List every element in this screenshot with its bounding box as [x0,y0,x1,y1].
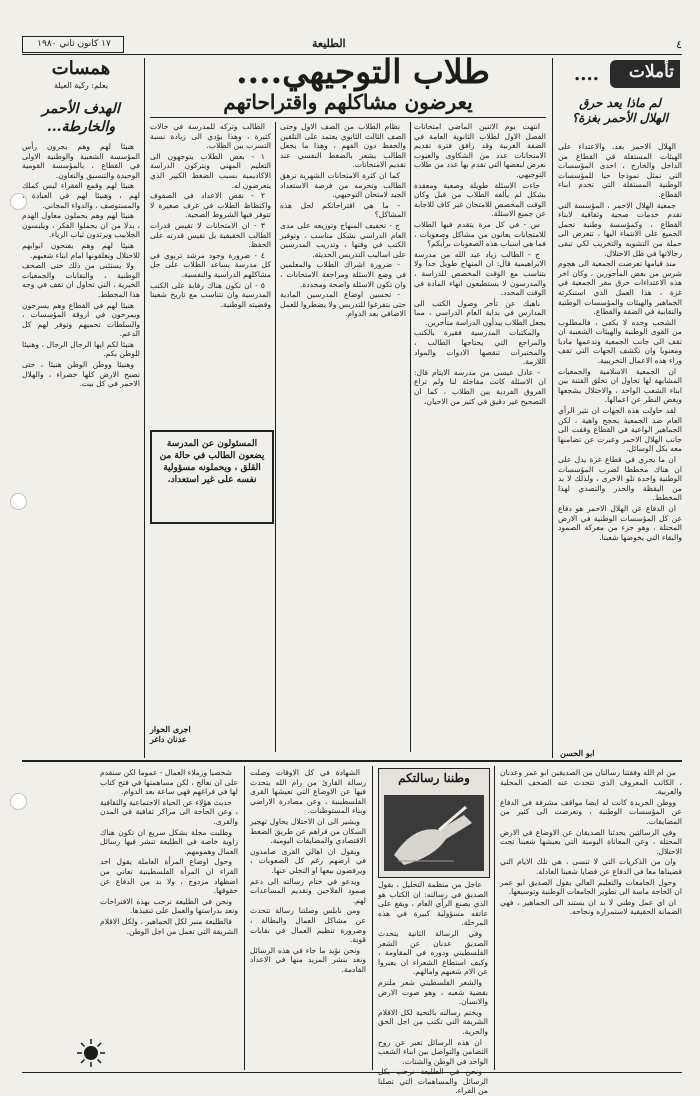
left-column-subtitle: الهدف الأحمر والخارطة... [42,101,120,135]
issue-date: ١٧ كانون ثاني ١٩٨٠ [22,36,124,53]
binding-hole [10,793,27,810]
page-bottom-rule [22,1072,682,1073]
hand-writing-illustration [384,795,484,871]
letters-image-caption: وطننا رسالتكم [398,771,470,785]
right-signature: ابو الحسن [560,748,595,758]
left-column-title: همسات بعلم: ركية العيلة [51,58,111,90]
column-rule [244,766,245,1070]
section-name: الطليعة [312,37,346,50]
column-rule [410,122,411,752]
bottom-column-2: عاجل من منظمة التحليل ، يقول الصديق في رسالته: ان الكتاب هو الذي يصنع الرأي العام ، ويقع على عاتقه مسؤولية كبيرة في هذه المرحلة. وفي الرسالة الثانية يتحدث الصديق عدنان عن الشعر الفلسطيني ودوره في المقاومة ، وكيف استطاع الشعراء ان يعبروا عن الام شعبهم وامالهم. والشعر الفلسطيني شعر ملتزم بقضية شعبه ، وهو صوت الارض والانسان. ويختم رسالته بالتحية لكل الاقلام الشريفة التي تكتب من اجل الحق والحرية. ان هذه الرسائل تعبر عن روح التضامن والتواصل بين ابناء الشعب الواحد في الوطن والشتات. الرسائل والمساهمات التي تصلنا من القراء. [378,880,488,1096]
bottom-column-1: من ام الله وفقتنا رسالتان من الصديقين ابو عمر وعدنان ، الكاتب المعروف الذي تتحدث عنه الصحف المحلية والعربية. ووطن الجريدة كانت له ايضا مواقف مشرفة في الدفاع عن المؤسسات الوطنية ، وتعرضت الى كثير من المضايقات. وفي الرسالتين يحدثنا الصديقان عن الاوضاع في الارض المحتلة ، وعن المعاناة اليومية التي يعيشها شعبنا تحت الاحتلال. وان من الذكريات التي لا تنسى ، هي تلك الايام التي قضيناها معا في الدفاع عن قضايا شعبنا العادلة. وحول الجامعات والتعليم العالي يقول الصديق ابو عمر ان الحاجة ماسة الى تطوير الجامعات الوطنية وتوسيعها. ان اي عمل وطني لا بد ان يستند الى الجماهير ، فهي الضمانة الحقيقية لاستمراره ونجاحه. [500,768,682,917]
article-subtitle: يعرضون مشاكلهم واقتراحاتهم [223,90,473,114]
byline: اجرى الحوار عدنان داغر [150,724,191,744]
page-number: ٤ [676,38,682,51]
left-column-body: هنيئا لهم وهم يجرون رأس المؤسسة الشعبية والوطنية الاولى في القطاع ، بالمؤسسة القومية الوحيدة والتنسيق والتعاون. هنيئا لهم وقمع الفقراء ليس كملك لهم ، وهنيئا لهم في العيادة ، والمستوصف ، والدواء المجاني. هنيئا لهم وهم يحملون معاول الهدم ، بدلا من ان يحملوا الفكر ، ويلبسون الجلابيب ويرتدون ثياب الرياء. هنيئا لهم وهم يفتحون ابوابهم للاحتلال ويغلقونها امام ابناء شعبهم. ولا يستثنى من ذلك حتى الصحف الوطنية ، والنقابات والجمعيات الخيرية ، التي تحاول ان تقف في وجه هذا المخطط. هنيئا لهم في القطاع وهم يسرحون ويمرحون في اروقة المؤسسات ، والسلطات تحميهم وتوفر لهم كل الدعم. هنيئا لكم ايها الرجال الرجال ، وهنيئا للوطن بكم. وهنيئا ووطن الوطن هنيئا ، حتى تصبح الارض كلها خضراء ، والهلال الاحمر في كل بيت. [22,142,140,389]
title-underline [150,117,546,118]
inset-quote: المسئولون عن المدرسة يضعون الطالب في حالة من القلق ، ويحملونه مسؤولية نفسه على غير استعداد. [159,439,265,485]
article-column-2: نظام الطلاب من الصف الاول وحتى الصف الثالث الثانوي يعتمد على التلقين والحفظ دون الفهم ، وهذا ما يجعل الطالب يشعر بالضغط النفسي عند تقديم الامتحانات. كما ان كثرة الامتحانات الشهرية ترهق الطالب وتحرمه من فرصة الاستعداد الجيد لامتحان التوجيهي. - ما هي اقتراحاتكم لحل هذه المشاكل؟ ج - تخفيف المنهاج وتوزيعه على مدى العام الدراسي بشكل مناسب ، وتوفير الكتب في وقتها ، وتدريب المدرسين على اساليب التدريس الحديثة. - ضرورة اشراك الطلاب والمعلمين في وضع الاسئلة ومراجعة الامتحانات ، وان تكون الاسئلة واضحة ومحددة. - تحسين اوضاع المدرسين المادية حتى يتفرغوا للتدريس ولا يضطروا للعمل الاضافي بعد الدوام. [280,122,406,319]
column-rule [144,58,145,758]
article-column-3: الطالب وتركه للمدرسة في حالات كثيرة ، وهذا يؤدي الى زيادة نسبة التسرب بين الطلاب. ١ - بعض الطلاب يتوجهون الى التعليم المهني ويتركون الدراسة الاكاديمية بسبب الضغط الكبير الذي يتعرضون له. ٢ - نقص الاعداد في الصفوف واكتظاظ الطلاب في غرف صغيرة لا تتوفر فيها الشروط الصحية. ٣ - ان الامتحانات لا تقيس قدرات الطالب الحقيقية بل تقيس قدرته على الحفظ. ٤ - ضرورة وجود مرشد تربوي في كل مدرسة يساعد الطلاب على حل مشاكلهم الدراسية والنفسية. ٥ - ان تكون هناك رقابة على الكتب المدرسية وان تتناسب مع تاريخ شعبنا وقضيته الوطنية. [150,122,271,309]
right-title: لم ماذا يعد حرق الهلال الأحمر بغزة؟ [571,96,669,125]
column-rule [494,766,495,1070]
letters-image [378,768,490,878]
bottom-column-4: شخصيا وزملاء العمال - عموما لكن سنقدم على ان نعالج ، لكن مساهمتها في فتح كتاب لها في فراغهم فهي ساعة بعد الدوام. حديث هؤلاء عن الحياة الاجتماعية والثقافية ، وعن الحاجة الى مراكز ثقافية في المدن والقرى. وطلبت مجلة بشكل سريع ان تكون هناك زاوية خاصة في الطليعة تنشر فيها رسائل العمال وهمومهم. وحول اوضاع المرأة العاملة يقول احد القراء ان المرأة الفلسطينية تعاني من اضطهاد مزدوج ، ولا بد من الدفاع عن حقوقها. ونحن في الطليعة نرحب بهذه الاقتراحات ونعد بدراستها والعمل على تنفيذها. فالطليعة منبر لكل الجماهير ، ولكل الاقلام الشريفة التي تعمل من اجل الوطن. [99,768,238,936]
column-logo: تأملات [610,60,680,88]
article-title: طلاب التوجيهي.... [236,52,490,91]
right-column-body: الهلال الاحمر بعد. والاعتداء على الهيئات المستقلة في القطاع من الداخل والخارج ، احدى المؤسسات التي تمثل نموذجا حيا للمؤسسات الوطنية المستقلة التي تخدم ابناء القطاع. جمعية الهلال الاحمر ، المؤسسة التي تقدم خدمات صحية وثقافية لابناء القطاع ، وكمؤسسة وطنية تحمل الجميع على الانتماء اليها ، تتعرض الى حملة من التشويه والتخريب لكي تبقى رجالاتها في ظل الاحتلال. منذ قيامها تعرضت الجمعية الى هجوم شرس من بعض المأجورين ، وكان اخر هذه الاعتداءات حرق مقر الجمعية في غزة ، هذا العمل الذي استنكرته الجماهير والهيئات والمؤسسات الوطنية والنقابية في الضفة والقطاع. الشجب وحده لا يكفي ، فالمطلوب من القوى الوطنية والهيئات الشعبية ان تقف الى جانب الجمعية وتدعمها ماديا ومعنويا وان تكشف الجهات التي تقف وراء هذه الاعمال التخريبية. ان الجمعية الاسلامية والجمعيات المشابهة لها تحاول ان تخلق الفتنة بين ابناء الشعب الواحد ، والاحتلال يشجعها ويغض النظر عن اعمالها. لقد حاولت هذه الجهات ان تثير الرأي العام ضد الجمعية بحجج واهية ، لكن الجماهير الواعية في القطاع وقفت الى جانب الهلال الاحمر وعبرت عن تضامنها معه بكل الوسائل. ان ما يجري في قطاع غزة يدل على ان هناك مخططا لضرب المؤسسات الوطنية واحدة تلو الاخرى ، ولذلك لا بد من اليقظة والحذر والتصدي لهذا المخطط. ان الدفاع عن الهلال الاحمر هو دفاع عن كل المؤسسات الوطنية في الارض المحتلة ، وهو جزء من معركة الصمود والبقاء التي يخوضها شعبنا. [558,142,682,542]
bottom-column-3: الشهادة في كل الاوقات وصلت رسالة القارئ من رام الله يتحدث فيها عن الاوضاع التي تعيشها القرى الفلسطينية ، وعن مصادرة الاراضي وبناء المستوطنات. ويشير الى ان الاحتلال يحاول تهجير السكان من قراهم عن طريق الضغط الاقتصادي والمضايقات اليومية. ويقول ان اهالي القرى صامدون في ارضهم رغم كل الصعوبات ، ويرفضون بيعها او التخلي عنها. ويدعو في ختام رسالته الى دعم صمود الفلاحين وتقديم المساعدات لهم. ومن نابلس وصلتنا رسالة تتحدث عن مشاكل العمال والبطالة ، وضرورة تنظيم العمال في نقابات قوية. ونحن نؤيد ما جاء في هذه الرسائل ونعد بنشر المزيد منها في الاعداد القادمة. [250,768,366,974]
column-rule [275,122,276,752]
column-rule [552,58,553,758]
sun-ornament-icon [76,1038,106,1068]
inset-quote-box [150,430,274,524]
logo-dots: .... [574,64,600,85]
article-column-1: انتهت يوم الاثنين الماضي امتحانات الفصل الاول لطلاب الثانوية العامة في الضفة الغربية وقد رافق فترة تقديم الامتحانات عدد من الشكاوى والعيوب نعرض لبعضها التي تقدم بها عدد من طلاب التوجيهي. جاءت الاسئلة طويلة وصعبة ومعقدة بشكل لم يألفه الطلاب من قبل وكان الوقت المخصص للامتحان غير كاف للاجابة عن جميع الاسئلة. س - في كل مرة يتقدم فيها الطلاب للامتحانات يعانون من مشاكل وصعوبات ، فما هي اسباب هذه الصعوبات برأيكم؟ ج - الطالب زياد عبد الله من مدرسة الابراهيمية قال: ان المنهاج طويل جدا ولا يتناسب مع الوقت المخصص للدراسة ، والمدرسون لا يستطيعون انهاء المادة في الوقت المحدد. ناهيك عن تأخر وصول الكتب الى المدارس في بداية العام الدراسي ، مما يجعل الطلاب يبدأون الدراسة متأخرين. والمكتبات المدرسية فقيرة بالكتب والمراجع التي يحتاجها الطالب ، والمختبرات تنقصها الادوات والمواد اللازمة. - عادل عيسى من مدرسة الايتام قال: ان الاسئلة كانت مفاجئة لنا ولم تراع الفروق الفردية بين الطلاب ، كما ان التصحيح غير دقيق في كثير من الاحيان. [414,122,546,406]
section-divider [22,760,682,762]
column-rule [372,766,373,1070]
